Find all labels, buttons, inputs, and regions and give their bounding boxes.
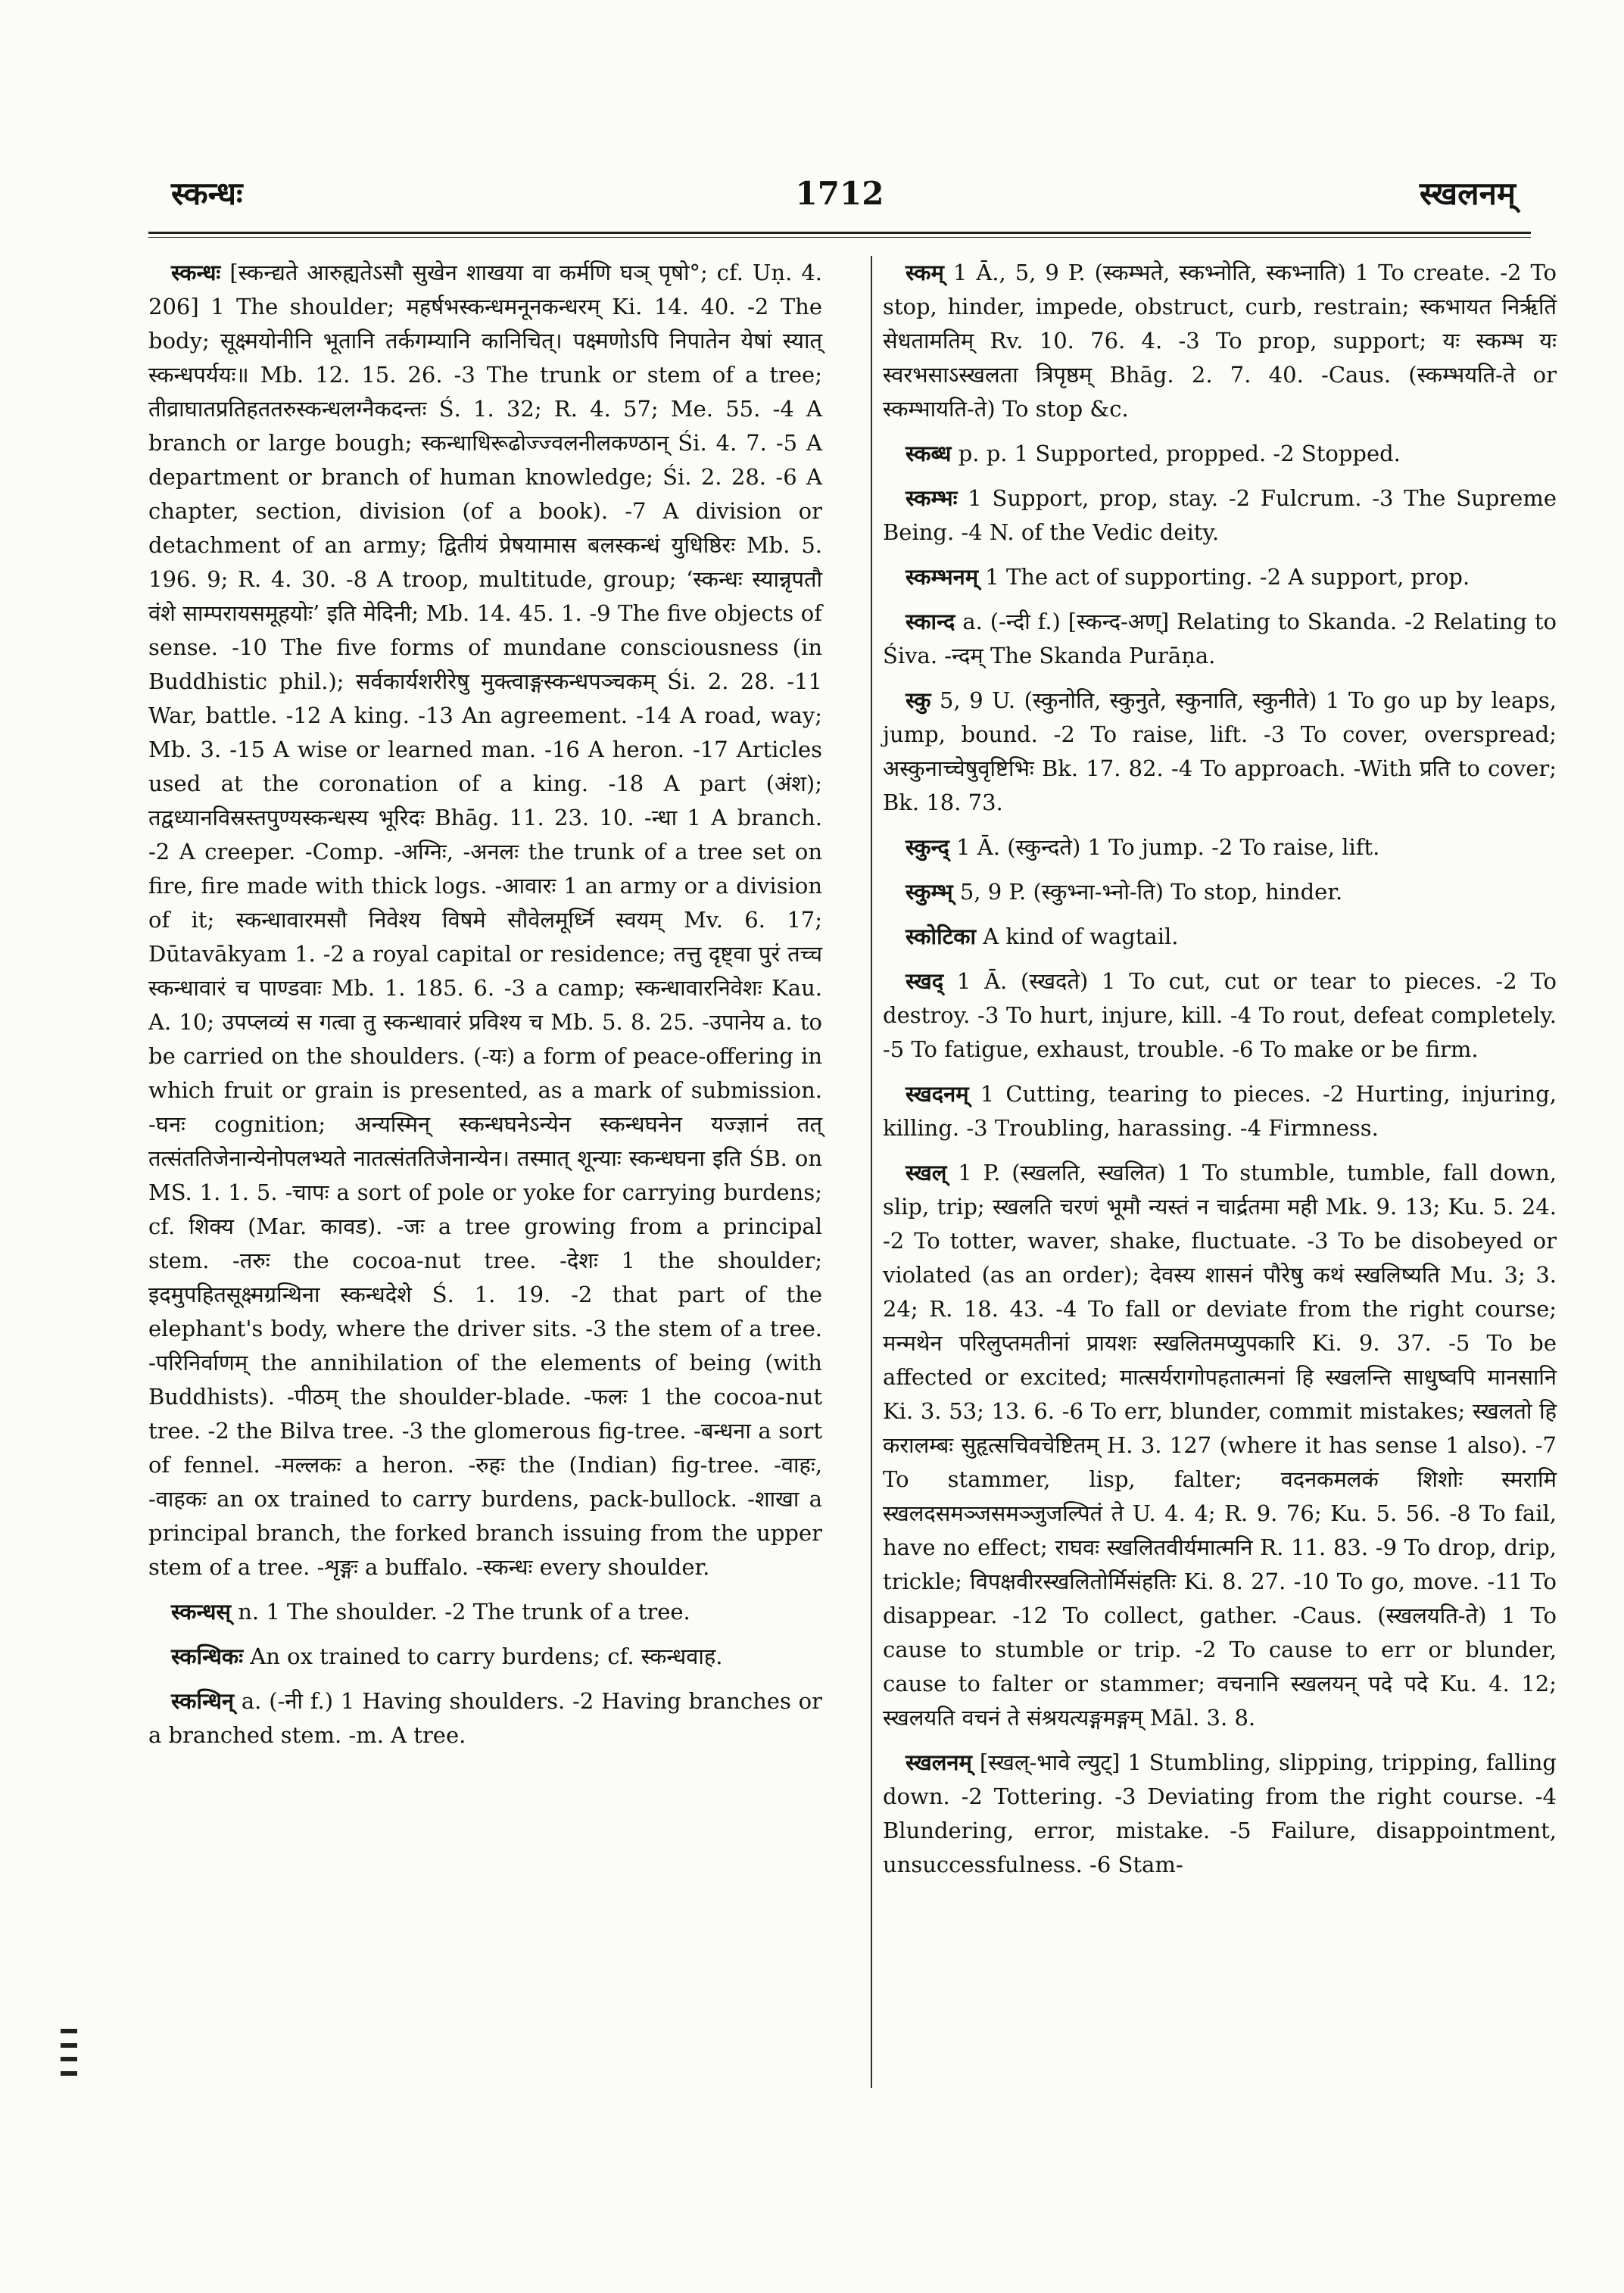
dictionary-entry [883,830,1557,865]
entry-headword: स्कब्ध [906,441,952,466]
entry-definition: a. (-नी f.) 1 Having shoulders. -2 Having branches or a branched stem. -m. A tree. [148,1688,823,1748]
entry-definition: p. p. 1 Supported, propped. -2 Stopped. [958,441,1401,466]
entry-definition: 5, 9 U. (स्कुनोति, स्कुनुते, स्कुनाति, स्कुनीते) 1 To go up by leaps, jump, bound. -2 To raise, lift. -3 To cover, overspread; अस्कुनाच्चेषुवृष्टिभिः Bk. 17. 82. -4 To approach. -With प्रति to cover; Bk. 18. 73. [883,687,1557,815]
dictionary-entry [883,605,1557,673]
entry-headword: स्कन्धिकः [171,1643,244,1669]
entry-headword: स्कम् [906,260,944,285]
right-column [883,256,1557,1893]
margin-mark [61,2029,77,2076]
entry-headword: स्कोटिका [906,924,976,949]
left-running-headword: स्कन्धः [171,175,243,212]
entry-headword: स्कु [906,687,931,713]
entry-definition: 1 Support, prop, stay. -2 Fulcrum. -3 The Supreme Being. -4 N. of the Vedic deity. [883,485,1557,545]
dictionary-entry [148,1640,822,1674]
entry-headword: स्कम्भनम् [906,564,979,590]
entry-definition: 1 P. (स्खलति, स्खलित) 1 To stumble, tumble, fall down, slip, trip; स्खलति चरणं भूमौ न्यस्तं न चार्द्रतमा मही Mk. 9. 13; Ku. 5. 24. -2 To totter, waver, shake, fluctuate. -3 To be disobeyed or violated (as an order); देवस्य शासनं पौरेषु कथं स्खलिष्यति Mu. 3; 3. 24; R. 18. 43. -4 To fall or deviate from the right course; मन्मथेन परिलुप्तमतीनां प्रायशः स्खलितमप्युपकारि Ki. 9. 37. -5 To be affected or excited; मात्सर्यरागोपहतात्मनां हि स्खलन्ति साधुष्वपि मानसानि Ki. 3. 53; 13. 6. -6 To err, blunder, commit mistakes; स्खलतो हि करालम्बः सुहृत्सचिवचेष्टितम् H. 3. 127 (where it has sense 1 also). -7 To stammer, lisp, falter; वदनकमलकं शिशोः स्मरामि स्खलदसमञ्जसमञ्जुजल्पितं ते U. 4. 4; R. 9. 76; Ku. 5. 56. -8 To fail, have no effect; राघवः स्खलितवीर्यमात्मनि R. 11. 83. -9 To drop, drip, trickle; विपक्षवीरस्खलितोर्मिसंहतिः Ki. 8. 27. -10 To go, move. -11 To disappear. -12 To collect, gather. -Caus. (स्खलयति-ते) 1 To cause to stumble or trip. -2 To cause to err or blunder, cause to falter or stammer; वचनानि स्खलयन् पदे पदे Ku. 4. 12; स्खलयति वचनं ते संश्रयत्यङ्गमङ्गम् Māl. 3. 8. [883,1160,1557,1731]
entry-definition: 1 Ā. (स्खदते) 1 To cut, cut or tear to pieces. -2 To destroy. -3 To hurt, injure, kill. -4 To rout, defeat completely. -5 To fatigue, exhaust, trouble. -6 To make or be firm. [883,968,1557,1062]
dictionary-entry [883,481,1557,550]
dictionary-entry [148,256,822,1584]
dictionary-entry [883,920,1557,954]
entry-definition: a. (-न्दी f.) [स्कन्द-अण्] Relating to Skanda. -2 Relating to Śiva. -न्दम् The Skanda Purāṇa. [883,609,1557,668]
entry-headword: स्खलनम् [906,1749,972,1775]
entry-headword: स्कान्द [906,609,955,634]
dictionary-entry [883,875,1557,909]
entry-definition: A kind of wagtail. [983,924,1179,949]
entry-definition: 1 The act of supporting. -2 A support, prop. [985,564,1470,590]
dictionary-entry [148,1595,822,1629]
entry-headword: स्खद् [906,968,944,994]
entry-definition: n. 1 The shoulder. -2 The trunk of a tree. [238,1599,690,1625]
header-rule [148,232,1531,238]
page-number: 1712 [795,175,884,212]
dictionary-entry [148,1684,822,1752]
entry-definition: [स्खल्-भावे ल्युट्] 1 Stumbling, slipping, tripping, falling down. -2 Tottering. -3 Deviating from the right course. -4 Blundering, error, mistake. -5 Failure, disappointment, unsuccessfulness. -6 Stam- [883,1749,1557,1877]
dictionary-entry [883,256,1557,426]
entry-headword: स्कन्धिन् [171,1688,235,1714]
dictionary-entry [883,437,1557,471]
left-column [148,256,822,1763]
entry-definition: [स्कन्द्यते आरुह्यतेऽसौ सुखेन शाखया वा कर्मणि घञ् पृषो°; cf. Uṇ. 4. 206] 1 The shoulder; महर्षभस्कन्धमनूनकन्धरम् Ki. 14. 40. -2 The body; सूक्ष्मयोनीनि भूतानि तर्कगम्यानि कानिचित्। पक्ष्मणोऽपि निपातेन येषां स्यात् स्कन्धपर्ययः॥ Mb. 12. 15. 26. -3 The trunk or stem of a tree; तीव्राघातप्रतिहततरुस्कन्धलग्नैकदन्तः Ś. 1. 32; R. 4. 57; Me. 55. -4 A branch or large bough; स्कन्धाधिरूढोज्ज्वलनीलकण्ठान् Śi. 4. 7. -5 A department or branch of human knowledge; Śi. 2. 28. -6 A chapter, section, division (of a book). -7 A division or detachment of an army; द्वितीयं प्रेषयामास बलस्कन्धं युधिष्ठिरः Mb. 5. 196. 9; R. 4. 30. -8 A troop, multitude, group; ‘स्कन्धः स्यान्नृपतौ वंशे साम्परायसमूहयोः’ इति मेदिनी; Mb. 14. 45. 1. -9 The five objects of sense. -10 The five forms of mundane consciousness (in Buddhistic phil.); सर्वकार्यशरीरेषु मुक्त्वाङ्गस्कन्धपञ्चकम् Śi. 2. 28. -11 War, battle. -12 A king. -13 An agreement. -14 A road, way; Mb. 3. -15 A wise or learned man. -16 A heron. -17 Articles used at the coronation of a king. -18 A part (अंश); तद्वध्यानविस्रस्तपुण्यस्कन्धस्य भूरिदः Bhāg. 11. 23. 10. -न्धा 1 A branch. -2 A creeper. -Comp. -अग्निः, -अनलः the trunk of a tree set on fire, fire made with thick logs. -आवारः 1 an army or a division of it; स्कन्धावारमसौ निवेश्य विषमे सौवेलमूर्ध्नि स्वयम् Mv. 6. 17; Dūtavākyam 1. -2 a royal capital or residence; तत्तु दृष्ट्वा पुरं तच्च स्कन्धावारं च पाण्डवाः Mb. 1. 185. 6. -3 a camp; स्कन्धावारनिवेशः Kau. A. 10; उपप्लव्यं स गत्वा तु स्कन्धावारं प्रविश्य च Mb. 5. 8. 25. -उपानेय a. to be carried on the shoulders. (-यः) a form of peace-offering in which fruit or grain is presented, as a mark of submission. -घनः cognition; अन्यस्मिन् स्कन्धघनेऽन्येन स्कन्धघनेन यज्ज्ञानं तत् तत्संततिजेनान्येनोपलभ्यते नातत्संततिजेनान्येन। तस्मात् शून्याः स्कन्धघना इति ŚB. on MS. 1. 1. 5. -चापः a sort of pole or yoke for carrying burdens; cf. शिक्य (Mar. कावड). -जः a tree growing from a principal stem. -तरुः the cocoa-nut tree. -देशः 1 the shoulder; इदमुपहितसूक्ष्मग्रन्थिना स्कन्धदेशे Ś. 1. 19. -2 that part of the elephant's body, where the driver sits. -3 the stem of a tree. -परिनिर्वाणम् the annihilation of the elements of being (with Buddhists). -पीठम् the shoulder-blade. -फलः 1 the cocoa-nut tree. -2 the Bilva tree. -3 the glomerous fig-tree. -बन्धना a sort of fennel. -मल्लकः a heron. -रुहः the (Indian) fig-tree. -वाहः, -वाहकः an ox trained to carry burdens, pack-bullock. -शाखा a principal branch, the forked branch issuing from the upper stem of a tree. -शृङ्गः a buffalo. -स्कन्धः every shoulder. [148,260,823,1580]
entry-headword: स्कुन्द् [906,834,949,860]
dictionary-entry [883,684,1557,820]
dictionary-entry [883,560,1557,594]
entry-definition: 1 Cutting, tearing to pieces. -2 Hurting, injuring, killing. -3 Troubling, harassing. -4 Firmness. [883,1081,1557,1141]
entry-headword: स्खदनम् [906,1081,969,1107]
entry-definition: 5, 9 P. (स्कुभ्ना-भ्नो-ति) To stop, hinder. [959,879,1343,905]
entry-headword: स्कम्भः [906,485,958,511]
entry-definition: 1 Ā., 5, 9 P. (स्कम्भते, स्कभ्नोति, स्कभ्नाति) 1 To create. -2 To stop, hinder, impede, obstruct, curb, restrain; स्कभायत निर्ऋतिं सेधतामतिम् Rv. 10. 76. 4. -3 To prop, support; यः स्कम्भ यः स्वरभसाऽस्खलता त्रिपृष्ठम् Bhāg. 2. 7. 40. -Caus. (स्कम्भयति-ते or स्कम्भायति-ते) To stop &c. [883,260,1557,422]
entry-definition: 1 Ā. (स्कुन्दते) 1 To jump. -2 To raise, lift. [956,834,1380,860]
entry-headword: स्कुम्भ् [906,879,953,905]
dictionary-entry [883,1156,1557,1735]
dictionary-entry [883,964,1557,1067]
entry-definition: An ox trained to carry burdens; cf. स्कन्धवाह. [250,1643,723,1669]
column-divider [871,256,872,2088]
dictionary-entry [883,1077,1557,1145]
entry-headword: स्कन्धस् [171,1599,232,1625]
right-running-headword: स्खलनम् [1419,175,1516,212]
entry-headword: स्कन्धः [171,260,221,285]
dictionary-entry [883,1746,1557,1882]
page-header [148,171,1531,226]
entry-headword: स्खल् [906,1160,947,1185]
